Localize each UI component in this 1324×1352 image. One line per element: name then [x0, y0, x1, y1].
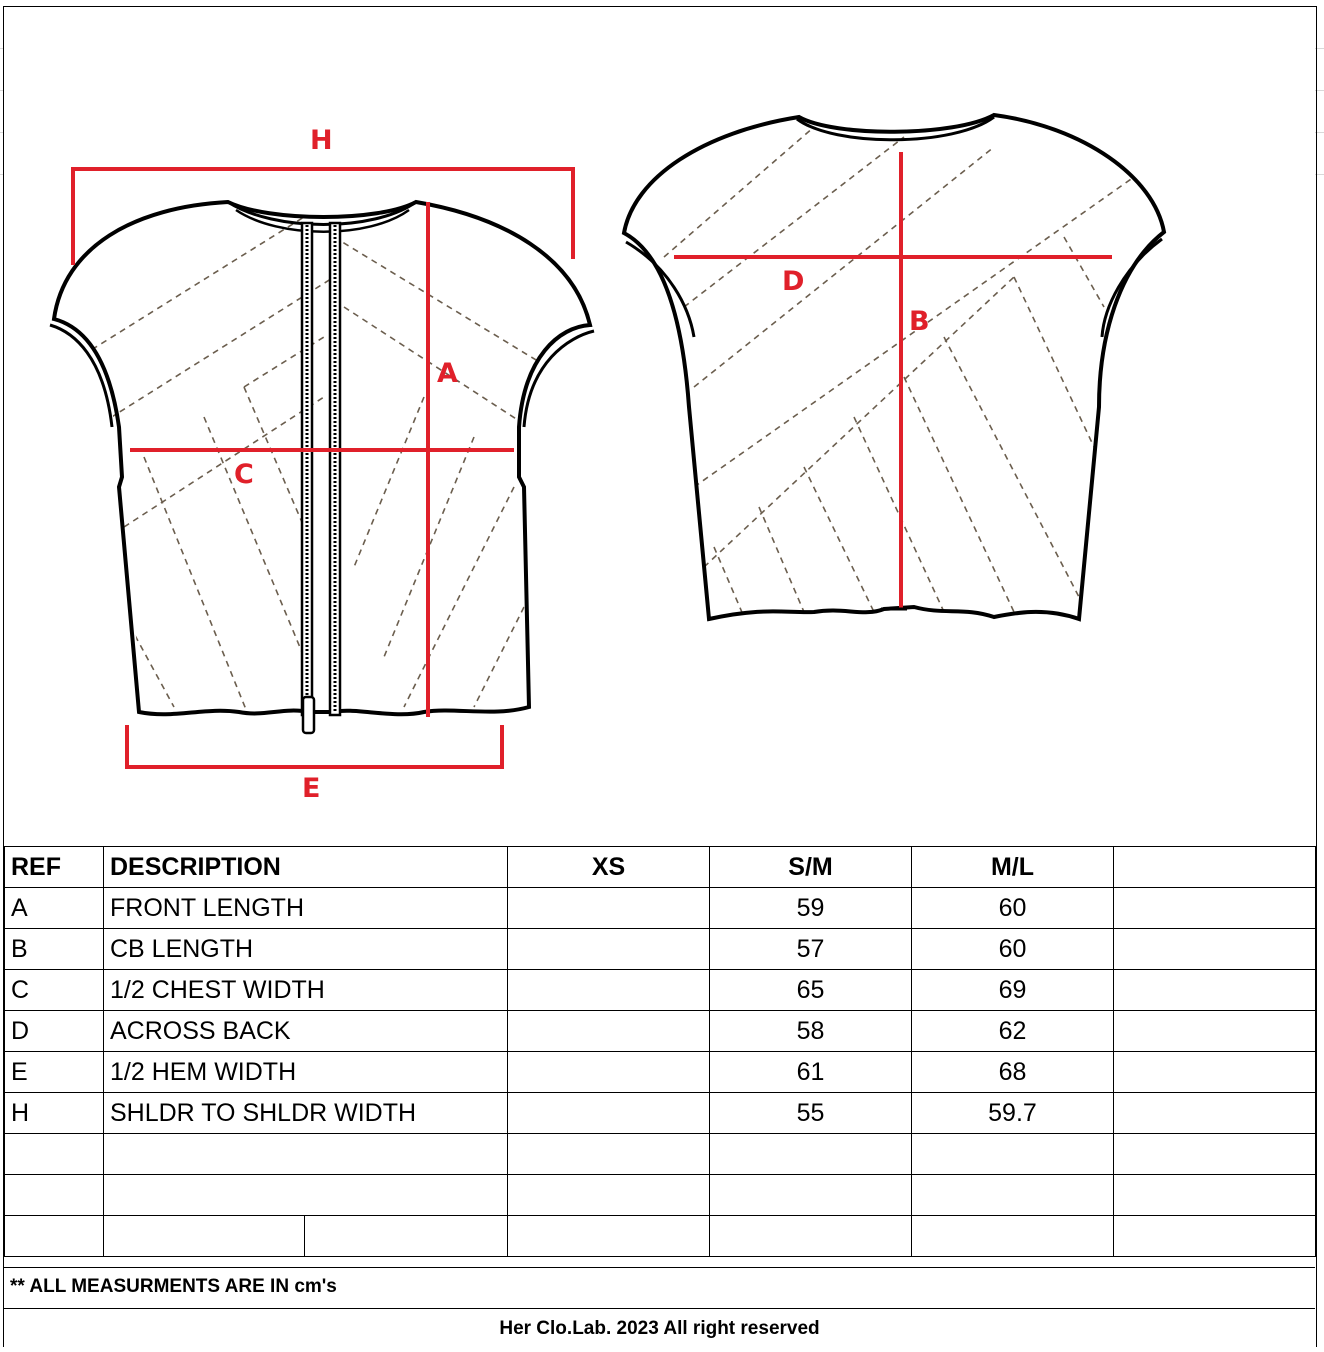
cell-description: 1/2 CHEST WIDTH	[104, 970, 508, 1011]
dimension-label-h: H	[310, 125, 333, 156]
empty-row	[5, 1175, 1316, 1216]
table-row	[5, 1093, 1316, 1134]
cell-description: ACROSS BACK	[104, 1011, 508, 1052]
cell-description: CB LENGTH	[104, 929, 508, 970]
cell-description: SHLDR TO SHLDR WIDTH	[104, 1093, 508, 1134]
cell-xs	[508, 888, 710, 929]
table-row	[5, 929, 1316, 970]
cell-ml: 59.7	[912, 1093, 1114, 1134]
empty-row	[5, 1134, 1316, 1175]
cell-sm: 59	[710, 888, 912, 929]
column-header-sm: S/M	[710, 847, 912, 888]
cell-ref: E	[5, 1052, 104, 1093]
cell-extra	[1114, 1011, 1316, 1052]
column-header-blank	[1114, 847, 1316, 888]
empty-row	[5, 1216, 1316, 1257]
cell-xs	[508, 1093, 710, 1134]
cell-ml: 69	[912, 970, 1114, 1011]
table-row	[5, 1052, 1316, 1093]
cell-ref: A	[5, 888, 104, 929]
dimension-label-a: A	[437, 358, 458, 389]
table-row	[5, 1011, 1316, 1052]
copyright-footer: Her Clo.Lab. 2023 All right reserved	[4, 1308, 1315, 1346]
cell-ref: B	[5, 929, 104, 970]
garment-sketch-area	[4, 7, 1315, 846]
column-header-ref: REF	[5, 847, 104, 888]
cell-extra	[1114, 1052, 1316, 1093]
cell-ref: H	[5, 1093, 104, 1134]
dimension-label-b: B	[909, 306, 930, 337]
garment-technical-drawing	[4, 7, 1315, 846]
table-row	[5, 970, 1316, 1011]
cell-ref: C	[5, 970, 104, 1011]
column-header-ml: M/L	[912, 847, 1114, 888]
cell-xs	[508, 970, 710, 1011]
cell-sm: 55	[710, 1093, 912, 1134]
cell-extra	[1114, 970, 1316, 1011]
cell-ml: 68	[912, 1052, 1114, 1093]
column-header-description: DESCRIPTION	[104, 847, 508, 888]
cell-sm: 61	[710, 1052, 912, 1093]
units-note: ** ALL MEASURMENTS ARE IN cm's	[4, 1267, 1315, 1308]
cell-sm: 57	[710, 929, 912, 970]
cell-xs	[508, 1011, 710, 1052]
cell-extra	[1114, 1093, 1316, 1134]
front-view	[50, 202, 594, 733]
column-header-xs: XS	[508, 847, 710, 888]
cell-ml: 62	[912, 1011, 1114, 1052]
cell-description: FRONT LENGTH	[104, 888, 508, 929]
back-view	[624, 115, 1164, 619]
cell-description: 1/2 HEM WIDTH	[104, 1052, 508, 1093]
table-header-row	[5, 847, 1316, 888]
dimension-label-c: C	[234, 459, 254, 490]
measurement-table	[4, 846, 1316, 1257]
cell-xs	[508, 1052, 710, 1093]
cell-xs	[508, 929, 710, 970]
cell-ref: D	[5, 1011, 104, 1052]
cell-sm: 58	[710, 1011, 912, 1052]
cell-sm: 65	[710, 970, 912, 1011]
cell-ml: 60	[912, 888, 1114, 929]
cell-extra	[1114, 929, 1316, 970]
table-row	[5, 888, 1316, 929]
cell-ml: 60	[912, 929, 1114, 970]
dimension-label-d: D	[782, 266, 805, 297]
cell-extra	[1114, 888, 1316, 929]
dimension-label-e: E	[302, 773, 321, 804]
